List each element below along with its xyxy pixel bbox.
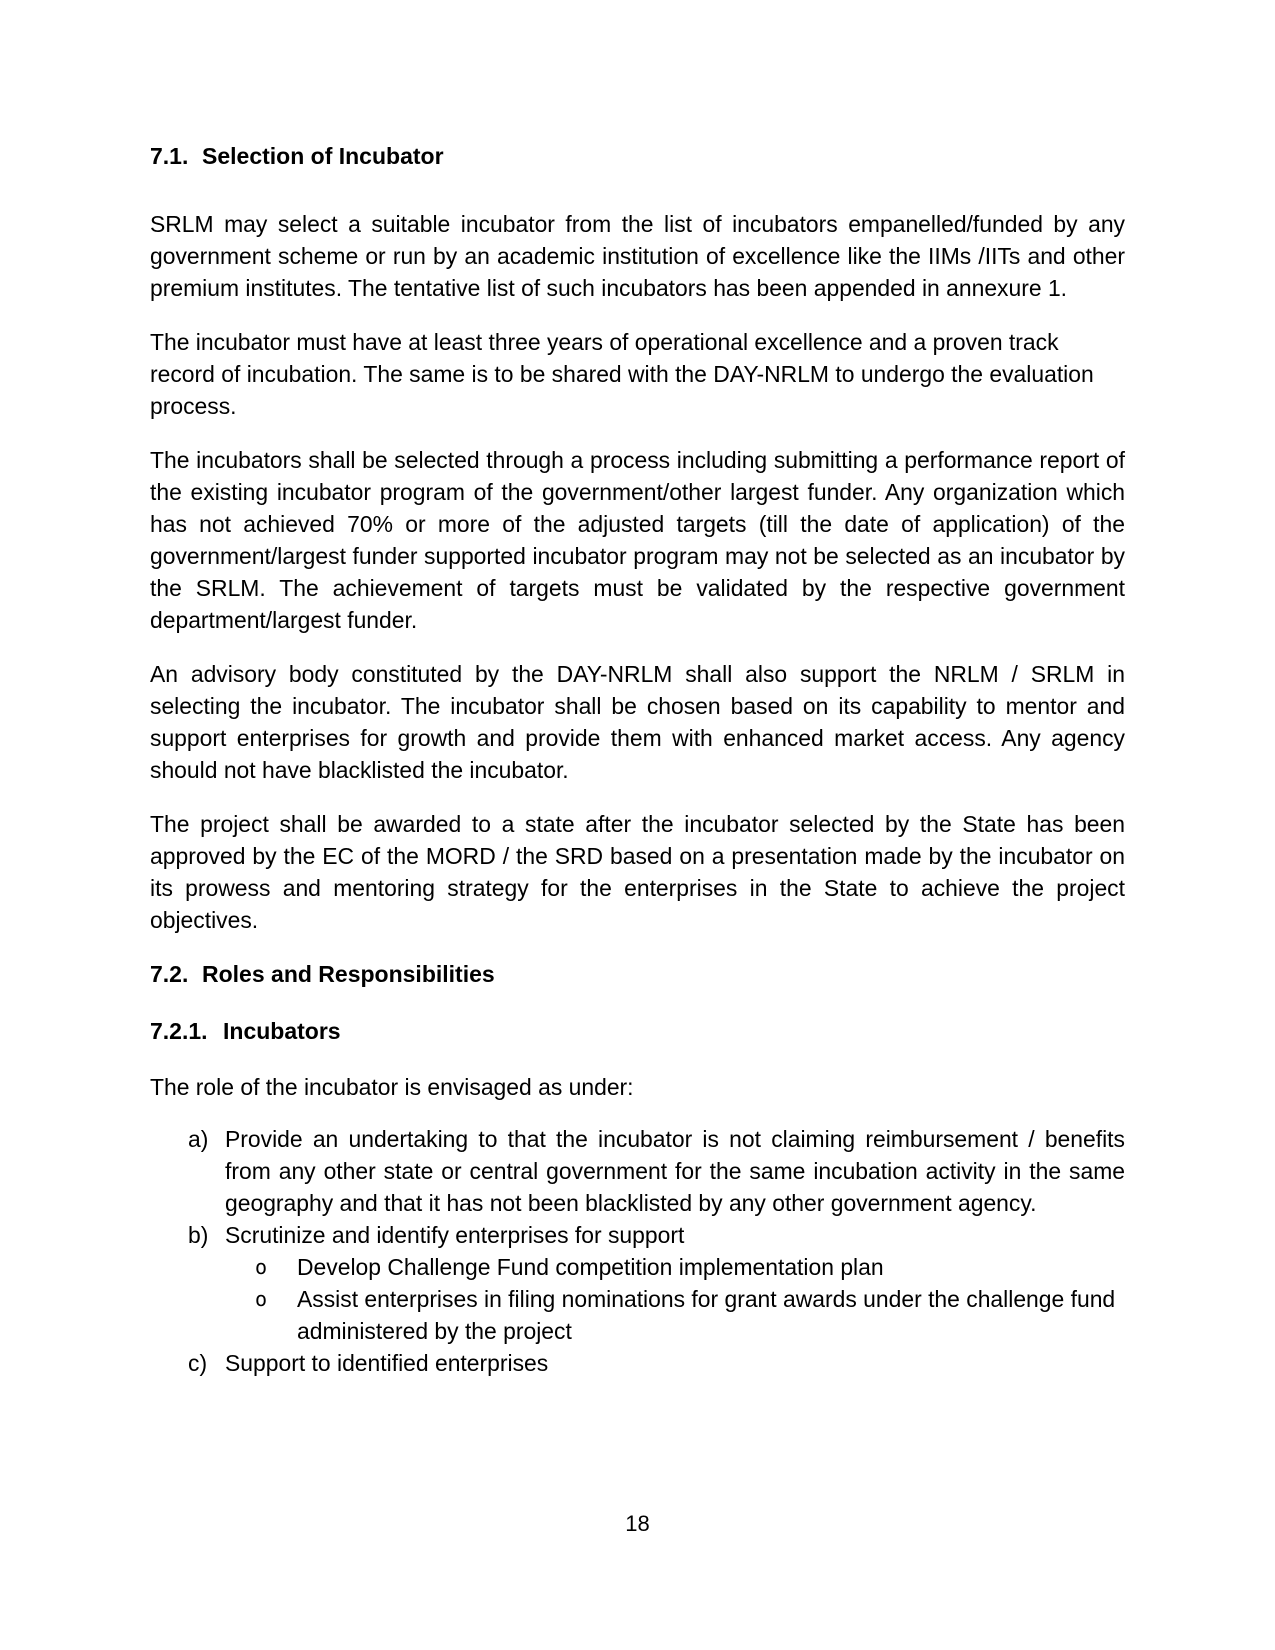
page-number: 18 <box>625 1511 650 1536</box>
heading-title: Roles and Responsibilities <box>202 961 495 987</box>
list-item-text: Assist enterprises in filing nominations for grant awards under the challenge fund administered by the project <box>297 1286 1116 1344</box>
sub-list-item-develop-plan <box>150 1251 1125 1283</box>
circle-bullet-icon: o <box>255 1287 268 1311</box>
list-item-b <box>150 1219 1125 1251</box>
list-item-text: Scrutinize and identify enterprises for support <box>225 1222 685 1248</box>
list-item-c <box>150 1347 1125 1379</box>
paragraph-advisory-body: An advisory body constituted by the DAY-NRLM shall also support the NRLM / SRLM in selecting the incubator. The incubator shall be chosen based on its capability to mentor and support enterprises for growth and provide them with enhanced market access. Any agency should not have blacklisted the incubator. <box>150 661 1125 783</box>
heading-title: Selection of Incubator <box>202 143 444 169</box>
list-marker: a) <box>188 1126 209 1152</box>
section-heading-7-2 <box>150 958 1125 990</box>
list-marker: c) <box>188 1350 208 1376</box>
paragraph-project-award: The project shall be awarded to a state after the incubator selected by the State has been approved by the EC of the MORD / the SRD based on a presentation made by the incubator on its prowess and mentoring strategy for the enterprises in the State to achieve the project objectives. <box>150 811 1125 933</box>
heading-number: 7.2. <box>150 961 189 987</box>
paragraph-role-intro: The role of the incubator is envisaged as under: <box>150 1074 634 1100</box>
list-item-text: Support to identified enterprises <box>225 1350 549 1376</box>
sub-list-item-assist-enterprises <box>150 1283 1125 1347</box>
page-content <box>150 140 1125 1379</box>
paragraph-operational-excellence: The incubator must have at least three years of operational excellence and a proven track record of incubation. The same is to be shared with the DAY-NRLM to undergo the evaluation process. <box>150 329 1094 419</box>
list-item-text: Provide an undertaking to that the incubator is not claiming reimbursement / benefits from any other state or central government for the same incubation activity in the same geography and that it has not been blacklisted by any other government agency. <box>225 1126 1125 1216</box>
list-item-a <box>150 1123 1125 1219</box>
list-marker: b) <box>188 1222 209 1248</box>
heading-number: 7.1. <box>150 143 189 169</box>
heading-number: 7.2.1. <box>150 1018 208 1044</box>
list-item-text: Develop Challenge Fund competition implementation plan <box>297 1254 884 1280</box>
section-heading-7-2-1 <box>150 1015 1125 1047</box>
paragraph-srlm-selection: SRLM may select a suitable incubator from the list of incubators empanelled/funded by any government scheme or run by an academic institution of excellence like the IIMs /IITs and other premium institutes. The tentative list of such incubators has been appended in annexure 1. <box>150 211 1125 301</box>
circle-bullet-icon: o <box>255 1255 268 1279</box>
heading-title: Incubators <box>223 1018 341 1044</box>
paragraph-selection-process: The incubators shall be selected through a process including submitting a performance report of the existing incubator program of the government/other largest funder. Any organization which has not achieved 70% or more of the adjusted targets (till the date of application) of the government/largest funder supported incubator program may not be selected as an incubator by the SRLM. The achievement of targets must be validated by the respective government department/largest funder. <box>150 447 1125 633</box>
section-heading-7-1 <box>150 140 1125 172</box>
